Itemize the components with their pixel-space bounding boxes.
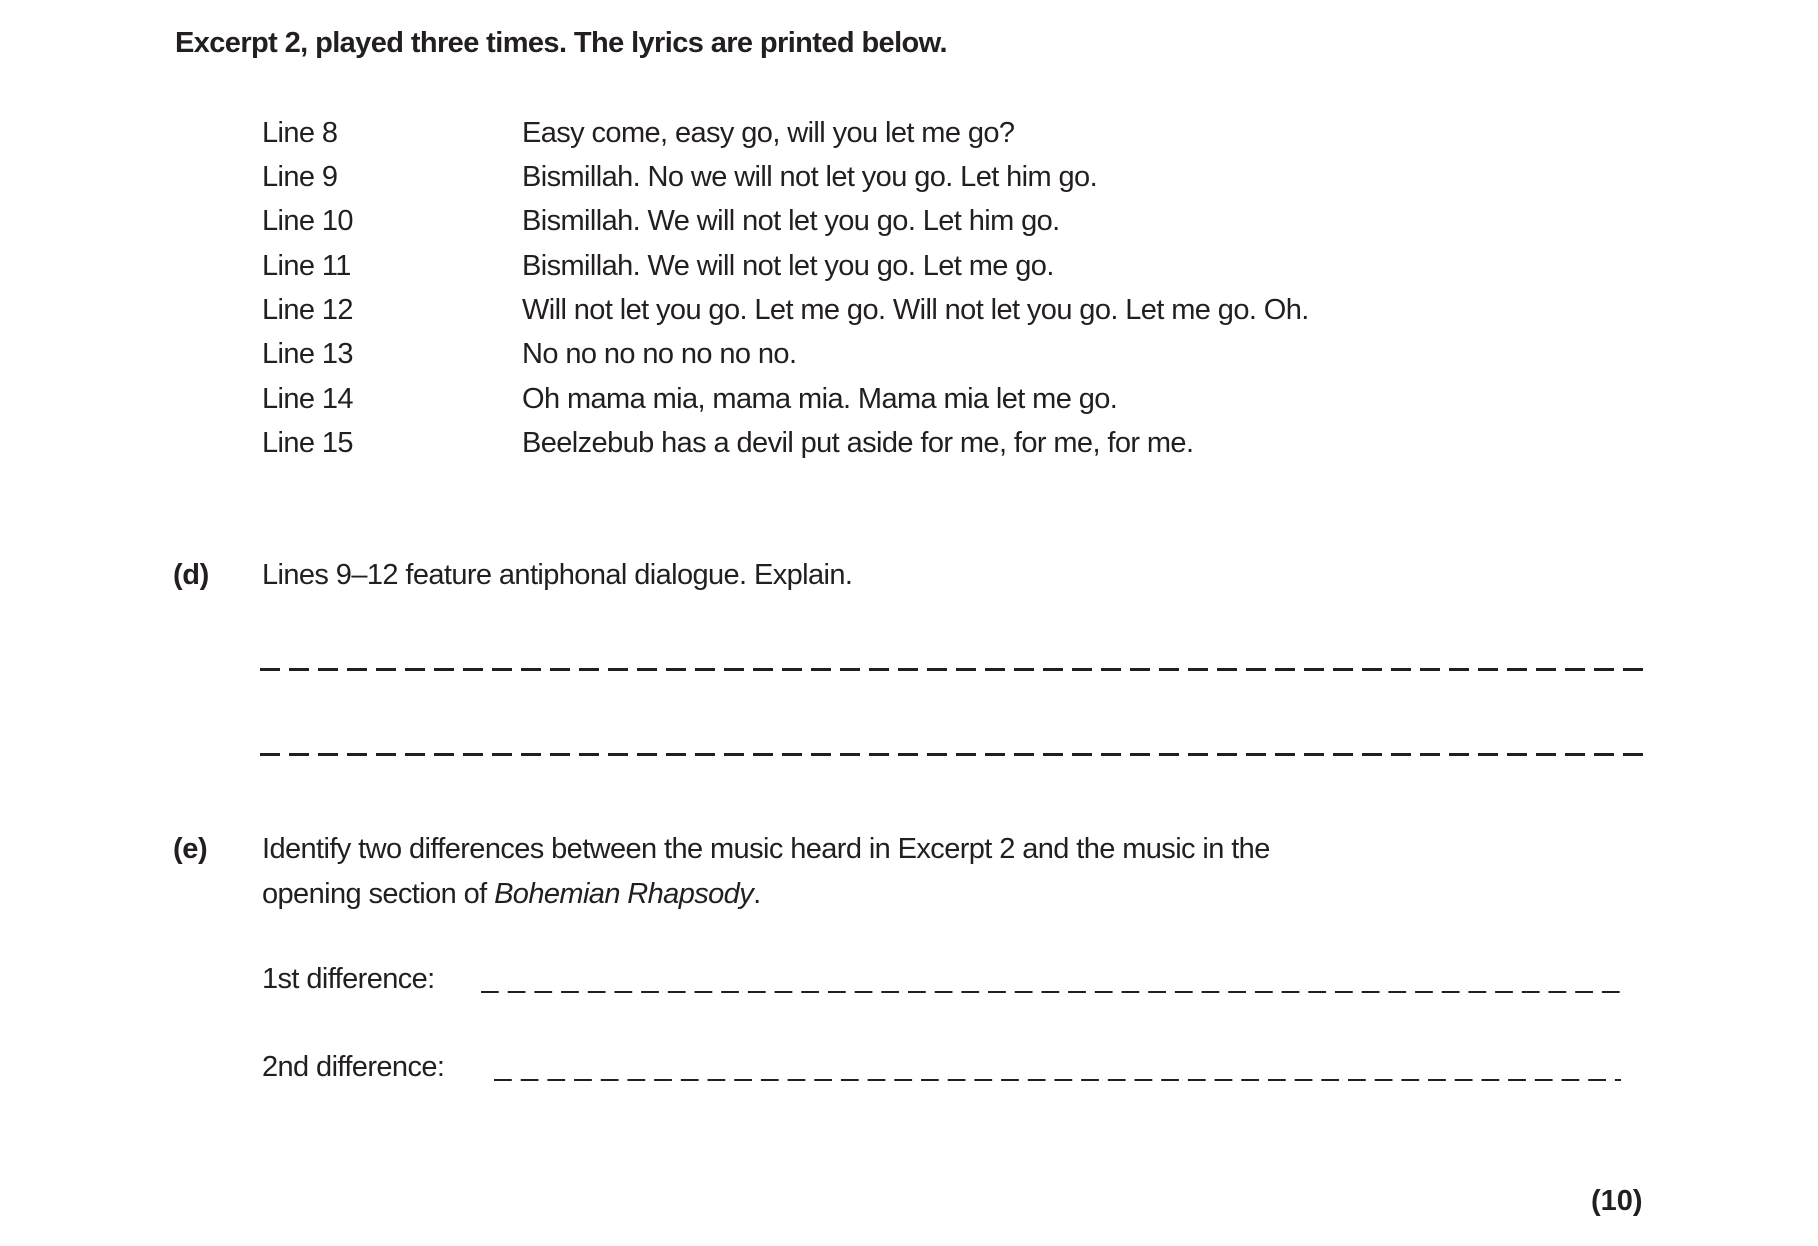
line-label: Line 12 [262, 294, 353, 326]
line-label: Line 11 [262, 250, 351, 282]
question-e-text-suffix: . [753, 878, 761, 910]
line-label: Line 8 [262, 117, 338, 149]
line-label: Line 14 [262, 383, 353, 415]
line-label: Line 15 [262, 427, 353, 459]
lyric-text: Bismillah. We will not let you go. Let me go. [522, 250, 1054, 282]
first-difference-label: 1st difference: [262, 963, 435, 995]
lyric-text: Beelzebub has a devil put aside for me, for me, for me. [522, 427, 1194, 459]
lyric-text: Bismillah. No we will not let you go. Let him go. [522, 161, 1098, 193]
question-e-text-prefix: opening section of [262, 878, 495, 910]
lyric-text: No no no no no no no. [522, 338, 797, 370]
question-e-text-line1: Identify two differences between the music heard in Excerpt 2 and the music in the [262, 833, 1270, 865]
first-difference-answer-line[interactable] [481, 991, 1621, 993]
line-label: Line 9 [262, 161, 338, 193]
second-difference-label: 2nd difference: [262, 1051, 445, 1083]
answer-line-d-2[interactable] [260, 753, 1646, 756]
lyric-text: Easy come, easy go, will you let me go? [522, 117, 1015, 149]
lyric-text: Will not let you go. Let me go. Will not let you go. Let me go. Oh. [522, 294, 1309, 326]
question-d-text: Lines 9–12 feature antiphonal dialogue. Explain. [262, 559, 853, 591]
excerpt-heading: Excerpt 2, played three times. The lyrics are printed below. [175, 27, 947, 59]
total-marks: (10) [1591, 1185, 1643, 1217]
answer-line-d-1[interactable] [260, 668, 1646, 671]
question-e-text-line2 [262, 878, 761, 911]
line-label: Line 10 [262, 205, 353, 237]
lyric-text: Bismillah. We will not let you go. Let him go. [522, 205, 1060, 237]
song-title: Bohemian Rhapsody [494, 878, 754, 910]
line-label: Line 13 [262, 338, 353, 370]
question-e-label: (e) [173, 833, 208, 865]
question-d-label: (d) [173, 559, 209, 591]
second-difference-answer-line[interactable] [494, 1079, 1621, 1081]
lyric-text: Oh mama mia, mama mia. Mama mia let me go. [522, 383, 1118, 415]
